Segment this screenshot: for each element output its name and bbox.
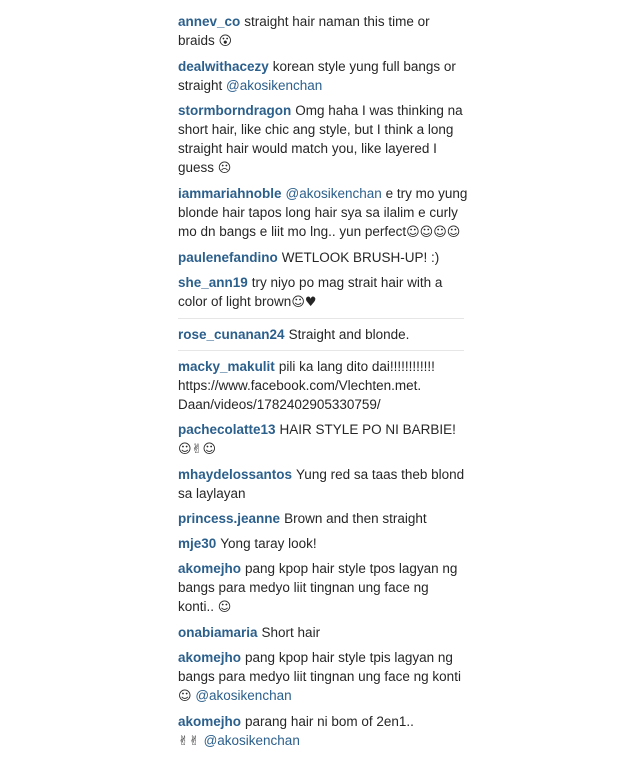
comment-username[interactable]: stormborndragon [178, 103, 292, 118]
mention-link[interactable]: @akosikenchan [195, 688, 292, 703]
comment-text: pang kpop hair style tpos lagyan ng bangs para medyo liit tingnan ung face ng konti.. [178, 561, 458, 614]
comment-list [178, 12, 468, 757]
comment-text: Brown and then straight [284, 511, 427, 526]
comment-item [178, 248, 468, 267]
comment-username[interactable]: annev_co [178, 14, 241, 29]
comment-item [178, 184, 468, 242]
comment-username[interactable]: princess.jeanne [178, 511, 281, 526]
comment-text: try niyo po mag strait hair with a color of light brown [178, 275, 443, 309]
comment-text: korean style yung full bangs or straight [178, 59, 456, 93]
comment-text: Omg haha I was thinking na short hair, like chic ang style, but I think a long straight hair would match you, like layered I guess [178, 103, 463, 175]
emoji-icon: 😮 [218, 34, 233, 49]
comment-username[interactable]: mje30 [178, 536, 217, 551]
comment-item [178, 648, 468, 706]
comment-item [178, 465, 468, 503]
emoji-icon: ☹ [217, 161, 232, 176]
comment-item [178, 534, 468, 553]
comment-username[interactable]: mhaydelossantos [178, 467, 293, 482]
comment-item [178, 357, 478, 414]
comment-username[interactable]: dealwithacezy [178, 59, 269, 74]
emoji-icon: ☺ [217, 600, 232, 615]
comment-text: Yong taray look! [220, 536, 317, 551]
comment-username[interactable]: akomejho [178, 561, 242, 576]
comment-item [178, 325, 468, 344]
comment-item [178, 420, 468, 459]
comment-item [178, 57, 468, 95]
comment-item [178, 623, 468, 642]
emoji-icon: ☺ [178, 689, 192, 704]
emoji-icon: ☺✌☺ [178, 442, 216, 457]
comment-item [178, 559, 468, 617]
comment-item [178, 12, 468, 51]
emoji-icon: ☺♥ [291, 295, 317, 310]
comment-text: HAIR STYLE PO NI BARBIE! [279, 422, 456, 437]
mention-link[interactable]: @akosikenchan [285, 186, 382, 201]
comment-username[interactable]: akomejho [178, 650, 242, 665]
comment-username[interactable]: onabiamaria [178, 625, 258, 640]
comment-text: WETLOOK BRUSH-UP! :) [281, 250, 440, 265]
comment-text: Yung red sa taas theb blond sa laylayan [178, 467, 465, 501]
comment-item [178, 101, 468, 178]
comment-username[interactable]: pachecolatte13 [178, 422, 276, 437]
comment-text: e try mo yung blonde hair tapos long hair sya sa ilalim e curly mo dn bangs e liit mo lng.. yun perfect [178, 186, 468, 239]
comment-username[interactable]: she_ann19 [178, 275, 248, 290]
emoji-icon: ✌✌ [178, 734, 200, 749]
comment-text: Straight and blonde. [288, 327, 410, 342]
divider [178, 318, 464, 319]
emoji-icon: ☺☺☺☺ [406, 225, 461, 240]
comment-text: pili ka lang dito dai!!!!!!!!!!!! https://www.facebook.com/Vlechten.met. Daan/videos/1782402905330759/ [178, 359, 435, 412]
comment-item [178, 509, 468, 528]
comment-username[interactable]: macky_makulit [178, 359, 275, 374]
comment-text: straight hair naman this time or braids [178, 14, 430, 48]
comment-username[interactable]: iammariahnoble [178, 186, 282, 201]
comment-text: parang hair ni bom of 2en1.. [245, 714, 414, 729]
comment-text: pang kpop hair style tpis lagyan ng bangs para medyo liit tingnan ung face ng konti [178, 650, 461, 684]
comment-text: Short hair [261, 625, 321, 640]
mention-link[interactable]: @akosikenchan [203, 733, 300, 748]
comment-item [178, 712, 468, 751]
comment-item [178, 273, 468, 312]
comment-username[interactable]: akomejho [178, 714, 242, 729]
comment-username[interactable]: paulenefandino [178, 250, 278, 265]
comment-username[interactable]: rose_cunanan24 [178, 327, 285, 342]
mention-link[interactable]: @akosikenchan [226, 78, 323, 93]
divider [178, 350, 464, 351]
